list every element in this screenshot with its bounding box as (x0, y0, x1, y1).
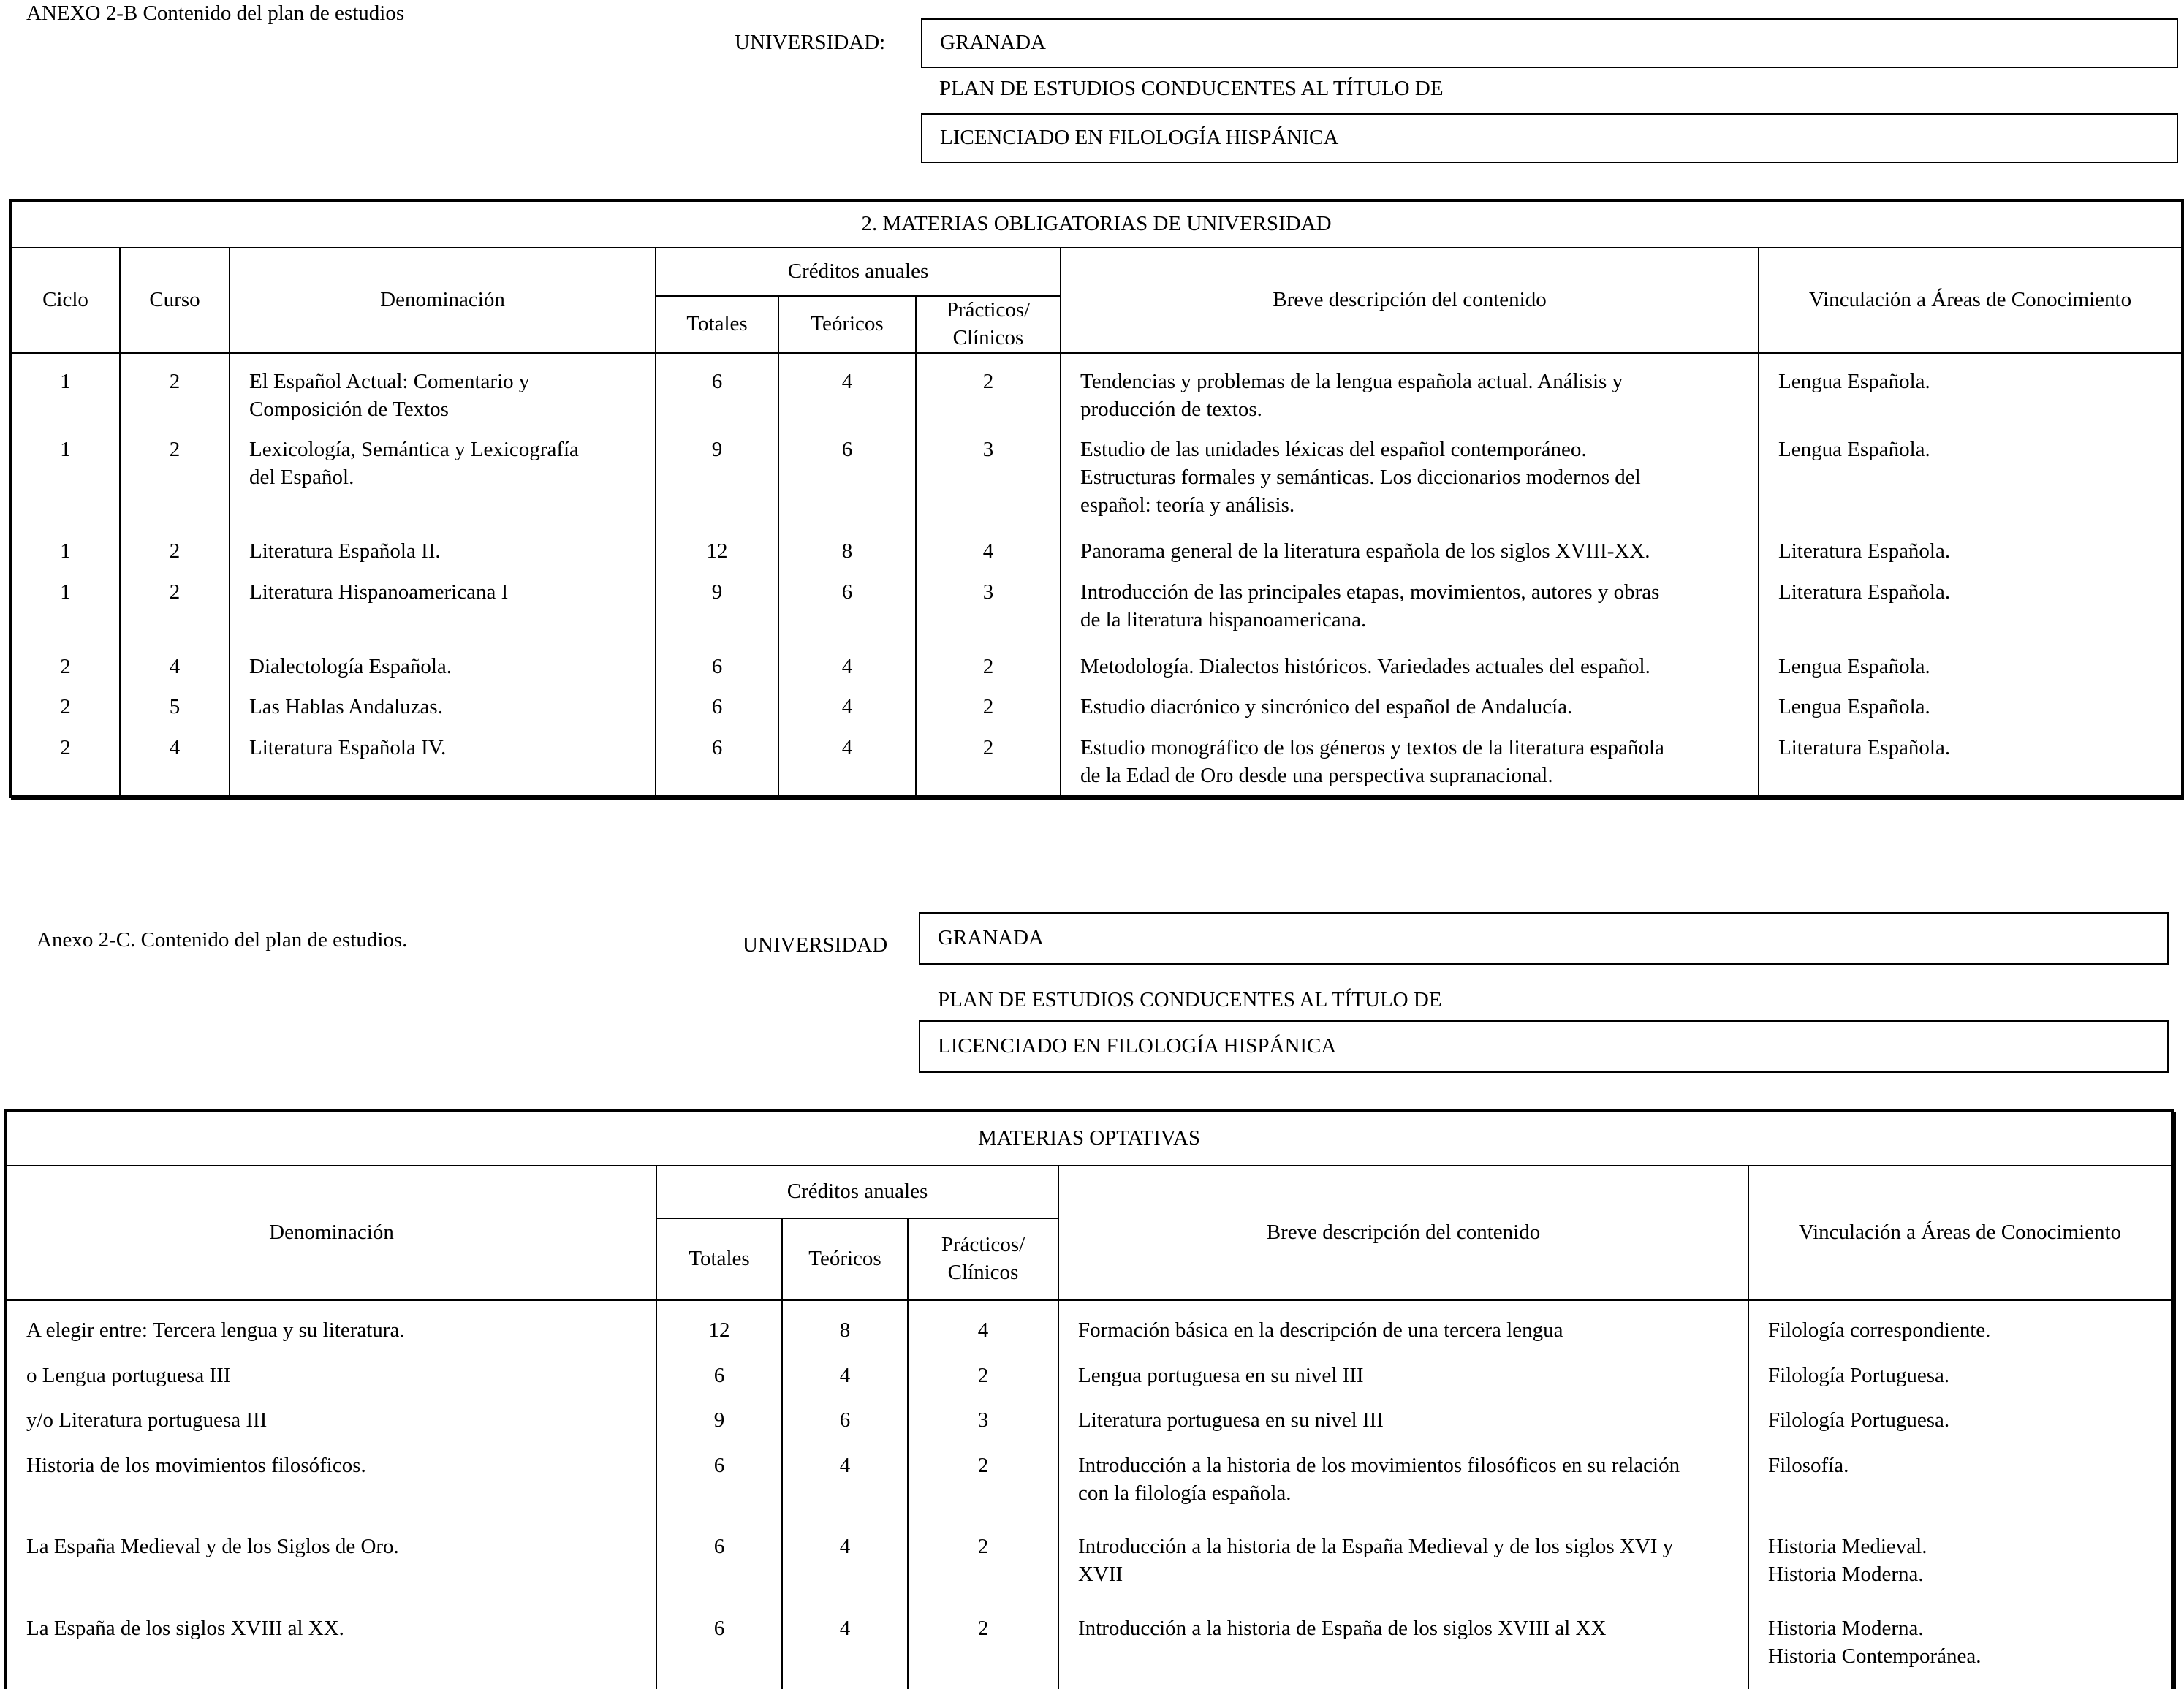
vinculacion-cell-line: Filología Portuguesa. (1768, 1363, 1950, 1387)
header-descripcion-c: Breve descripción del contenido (1058, 1166, 1748, 1300)
denominacion-cell (6, 1608, 656, 1689)
denominacion-cell-line: A elegir entre: Tercera lengua y su literatura. (26, 1318, 405, 1342)
table-row (10, 353, 2183, 428)
vinculacion-cell (1748, 1526, 2172, 1607)
totales-cell: 6 (656, 353, 778, 428)
vinculacion-cell (1748, 1400, 2172, 1445)
denominacion-cell (6, 1355, 656, 1400)
header-totales-c: Totales (656, 1218, 782, 1300)
vinculacion-cell (1759, 726, 2183, 797)
curso-cell: 2 (120, 570, 230, 644)
header-practicos-line1: Prácticos/ (946, 298, 1031, 322)
vinculacion-cell-line: Literatura Española. (1778, 580, 1951, 604)
table-body-c (6, 1300, 2172, 1689)
vinculacion-cell (1759, 645, 2183, 686)
titulo-value-c: LICENCIADO EN FILOLOGÍA HISPÁNICA (938, 1034, 1337, 1058)
denominacion-cell (6, 1526, 656, 1607)
vinculacion-cell-line: Lengua Española. (1778, 370, 1930, 393)
header-vinculacion-c: Vinculación a Áreas de Conocimiento (1748, 1166, 2172, 1300)
denominacion-cell-line: Dialectología Española. (249, 654, 452, 678)
header-practicos (916, 296, 1061, 353)
vinculacion-cell-line: Historia Contemporánea. (1768, 1644, 1982, 1668)
vinculacion-cell-line: Historia Moderna. (1768, 1563, 1924, 1587)
vinculacion-cell-line: Literatura Española. (1778, 735, 1951, 759)
header-ciclo: Ciclo (10, 248, 120, 353)
curso-cell: 4 (120, 645, 230, 686)
descripcion-cell-line: de la Edad de Oro desde una perspectiva supranacional. (1080, 763, 1553, 787)
totales-cell: 9 (656, 1400, 782, 1445)
curso-cell: 5 (120, 685, 230, 726)
denominacion-cell-line: y/o Literatura portuguesa III (26, 1408, 268, 1432)
descripcion-cell-line: Estudio de las unidades léxicas del español contemporáneo. (1080, 438, 1587, 462)
totales-cell: 6 (656, 645, 778, 686)
descripcion-cell-line: Formación básica en la descripción de una tercera lengua (1078, 1318, 1563, 1342)
totales-cell: 6 (656, 726, 778, 797)
descripcion-cell-line: producción de textos. (1080, 397, 1262, 421)
practicos-cell: 4 (916, 529, 1061, 570)
descripcion-cell-line: español: teoría y análisis. (1080, 493, 1295, 517)
descripcion-cell (1058, 1445, 1748, 1526)
teoricos-cell: 4 (782, 1445, 908, 1526)
plan-label-c: PLAN DE ESTUDIOS CONDUCENTES AL TÍTULO DE (938, 988, 1442, 1011)
descripcion-cell (1061, 726, 1759, 797)
descripcion-cell-line: Estudio diacrónico y sincrónico del español de Andalucía. (1080, 695, 1573, 719)
curso-cell: 2 (120, 529, 230, 570)
ciclo-cell: 1 (10, 353, 120, 428)
denominacion-cell-line: o Lengua portuguesa III (26, 1363, 231, 1387)
descripcion-cell-line: con la filología española. (1078, 1481, 1292, 1505)
denominacion-cell (6, 1300, 656, 1355)
totales-cell: 12 (656, 1300, 782, 1355)
descripcion-cell (1058, 1300, 1748, 1355)
denominacion-cell (230, 353, 656, 428)
table-title-b: 2. MATERIAS OBLIGATORIAS DE UNIVERSIDAD (10, 200, 2183, 248)
header-denominacion-c: Denominación (6, 1166, 656, 1300)
table-body-b (10, 353, 2183, 797)
denominacion-cell-line: del Español. (249, 466, 354, 490)
practicos-cell: 3 (908, 1400, 1058, 1445)
descripcion-cell (1058, 1526, 1748, 1607)
teoricos-cell: 4 (778, 353, 916, 428)
header-creditos: Créditos anuales (656, 248, 1061, 296)
vinculacion-cell-line: Filología Portuguesa. (1768, 1408, 1950, 1432)
table-row (10, 645, 2183, 686)
descripcion-cell-line: Panorama general de la literatura española de los siglos XVIII-XX. (1080, 539, 1650, 563)
header-practicos-c-line1: Prácticos/ (941, 1233, 1025, 1257)
totales-cell: 6 (656, 1445, 782, 1526)
table-row (6, 1400, 2172, 1445)
teoricos-cell: 6 (778, 428, 916, 529)
curso-cell: 4 (120, 726, 230, 797)
practicos-cell: 2 (908, 1608, 1058, 1689)
totales-cell: 6 (656, 685, 778, 726)
totales-cell: 12 (656, 529, 778, 570)
denominacion-cell-line: Lexicología, Semántica y Lexicografía (249, 438, 579, 462)
vinculacion-cell (1748, 1355, 2172, 1400)
vinculacion-cell-line: Lengua Española. (1778, 654, 1930, 678)
denominacion-cell-line: La España de los siglos XVIII al XX. (26, 1616, 344, 1640)
practicos-cell: 2 (908, 1445, 1058, 1526)
header-creditos-c: Créditos anuales (656, 1166, 1058, 1218)
totales-cell: 6 (656, 1355, 782, 1400)
vinculacion-cell (1759, 570, 2183, 644)
practicos-cell: 2 (908, 1526, 1058, 1607)
descripcion-cell (1061, 353, 1759, 428)
practicos-cell: 2 (908, 1355, 1058, 1400)
denominacion-cell-line: Literatura Hispanoamericana I (249, 580, 509, 604)
denominacion-cell-line: Composición de Textos (249, 397, 449, 421)
totales-cell: 9 (656, 428, 778, 529)
denominacion-cell (230, 428, 656, 529)
titulo-field-b (921, 113, 2178, 163)
totales-cell: 6 (656, 1526, 782, 1607)
descripcion-cell (1058, 1400, 1748, 1445)
descripcion-cell (1061, 570, 1759, 644)
table-title-c: MATERIAS OPTATIVAS (6, 1111, 2172, 1166)
header-teoricos: Teóricos (778, 296, 916, 353)
denominacion-cell-line: El Español Actual: Comentario y (249, 370, 530, 393)
annex-2b-label: ANEXO 2-B Contenido del plan de estudios (26, 1, 405, 25)
table-row (10, 685, 2183, 726)
teoricos-cell: 6 (782, 1400, 908, 1445)
header-practicos-line2: Clínicos (952, 326, 1024, 349)
totales-cell: 6 (656, 1608, 782, 1689)
table-row (6, 1300, 2172, 1355)
header-totales: Totales (656, 296, 778, 353)
descripcion-cell-line: Introducción a la historia de la España Medieval y de los siglos XVI y (1078, 1535, 1674, 1559)
universidad-label-b: UNIVERSIDAD: (735, 31, 886, 54)
descripcion-cell-line: Introducción a la historia de los movimientos filosóficos en su relación (1078, 1454, 1680, 1478)
teoricos-cell: 4 (782, 1608, 908, 1689)
descripcion-cell-line: de la literatura hispanoamericana. (1080, 607, 1367, 631)
universidad-label-c: UNIVERSIDAD (743, 933, 888, 957)
teoricos-cell: 4 (778, 645, 916, 686)
descripcion-cell-line: Estudio monográfico de los géneros y textos de la literatura española (1080, 735, 1664, 759)
denominacion-cell-line: Las Hablas Andaluzas. (249, 695, 443, 719)
denominacion-cell (230, 726, 656, 797)
descripcion-cell (1061, 685, 1759, 726)
practicos-cell: 3 (916, 570, 1061, 644)
teoricos-cell: 4 (778, 726, 916, 797)
titulo-value-b: LICENCIADO EN FILOLOGÍA HISPÁNICA (940, 126, 1339, 150)
teoricos-cell: 8 (782, 1300, 908, 1355)
teoricos-cell: 4 (782, 1355, 908, 1400)
descripcion-cell-line: Introducción de las principales etapas, movimientos, autores y obras (1080, 580, 1660, 604)
ciclo-cell: 2 (10, 685, 120, 726)
curso-cell: 2 (120, 428, 230, 529)
teoricos-cell: 4 (782, 1526, 908, 1607)
ciclo-cell: 2 (10, 645, 120, 686)
descripcion-cell (1061, 529, 1759, 570)
vinculacion-cell-line: Lengua Española. (1778, 695, 1930, 719)
vinculacion-cell-line: Literatura Española. (1778, 539, 1951, 563)
ciclo-cell: 1 (10, 428, 120, 529)
ciclo-cell: 1 (10, 570, 120, 644)
descripcion-cell-line: Lengua portuguesa en su nivel III (1078, 1363, 1364, 1387)
materias-optativas-table (4, 1109, 2174, 1689)
header-teoricos-c: Teóricos (782, 1218, 908, 1300)
universidad-field-c (919, 912, 2169, 965)
annex-2c-label: Anexo 2-C. Contenido del plan de estudios. (37, 928, 408, 952)
denominacion-cell (6, 1400, 656, 1445)
descripcion-cell (1058, 1608, 1748, 1689)
vinculacion-cell (1748, 1300, 2172, 1355)
teoricos-cell: 8 (778, 529, 916, 570)
vinculacion-cell (1759, 428, 2183, 529)
vinculacion-cell-line: Filología correspondiente. (1768, 1318, 1991, 1342)
vinculacion-cell (1748, 1445, 2172, 1526)
vinculacion-cell (1759, 529, 2183, 570)
descripcion-cell (1061, 428, 1759, 529)
header-descripcion: Breve descripción del contenido (1061, 248, 1759, 353)
table-row (10, 570, 2183, 644)
denominacion-cell (230, 645, 656, 686)
denominacion-cell-line: Literatura Española II. (249, 539, 441, 563)
materias-obligatorias-table (9, 199, 2184, 798)
table-row (6, 1608, 2172, 1689)
ciclo-cell: 2 (10, 726, 120, 797)
totales-cell: 9 (656, 570, 778, 644)
descripcion-cell (1058, 1355, 1748, 1400)
practicos-cell: 4 (908, 1300, 1058, 1355)
denominacion-cell-line: Historia de los movimientos filosóficos. (26, 1454, 366, 1478)
titulo-field-c (919, 1020, 2169, 1073)
vinculacion-cell (1759, 353, 2183, 428)
teoricos-cell: 6 (778, 570, 916, 644)
table-row (10, 726, 2183, 797)
descripcion-cell-line: Literatura portuguesa en su nivel III (1078, 1408, 1384, 1432)
practicos-cell: 2 (916, 685, 1061, 726)
ciclo-cell: 1 (10, 529, 120, 570)
vinculacion-cell-line: Filosofía. (1768, 1454, 1849, 1478)
denominacion-cell (230, 570, 656, 644)
table-row (6, 1526, 2172, 1607)
header-denominacion: Denominación (230, 248, 656, 353)
practicos-cell: 3 (916, 428, 1061, 529)
table-row (10, 529, 2183, 570)
practicos-cell: 2 (916, 353, 1061, 428)
denominacion-cell (230, 685, 656, 726)
descripcion-cell-line: Metodología. Dialectos históricos. Variedades actuales del español. (1080, 654, 1650, 678)
denominacion-cell (6, 1445, 656, 1526)
header-practicos-c (908, 1218, 1058, 1300)
header-curso: Curso (120, 248, 230, 353)
descripcion-cell-line: Introducción a la historia de España de los siglos XVIII al XX (1078, 1616, 1607, 1640)
universidad-value-b: GRANADA (940, 31, 1046, 55)
descripcion-cell-line: Tendencias y problemas de la lengua española actual. Análisis y (1080, 370, 1623, 393)
table-row (10, 428, 2183, 529)
header-practicos-c-line2: Clínicos (947, 1261, 1019, 1284)
vinculacion-cell-line: Lengua Española. (1778, 438, 1930, 462)
table-row (6, 1445, 2172, 1526)
header-vinculacion: Vinculación a Áreas de Conocimiento (1759, 248, 2183, 353)
practicos-cell: 2 (916, 645, 1061, 686)
vinculacion-cell (1759, 685, 2183, 726)
table-row (6, 1355, 2172, 1400)
vinculacion-cell-line: Historia Moderna. (1768, 1616, 1924, 1640)
universidad-value-c: GRANADA (938, 926, 1044, 950)
denominacion-cell (230, 529, 656, 570)
descripcion-cell-line: XVII (1078, 1563, 1123, 1587)
descripcion-cell-line: Estructuras formales y semánticas. Los diccionarios modernos del (1080, 466, 1641, 490)
vinculacion-cell-line: Historia Medieval. (1768, 1535, 1927, 1559)
denominacion-cell-line: Literatura Española IV. (249, 735, 447, 759)
universidad-field-b (921, 18, 2178, 68)
teoricos-cell: 4 (778, 685, 916, 726)
plan-label-b: PLAN DE ESTUDIOS CONDUCENTES AL TÍTULO DE (939, 77, 1444, 100)
descripcion-cell (1061, 645, 1759, 686)
curso-cell: 2 (120, 353, 230, 428)
vinculacion-cell (1748, 1608, 2172, 1689)
denominacion-cell-line: La España Medieval y de los Siglos de Oro. (26, 1535, 399, 1559)
practicos-cell: 2 (916, 726, 1061, 797)
